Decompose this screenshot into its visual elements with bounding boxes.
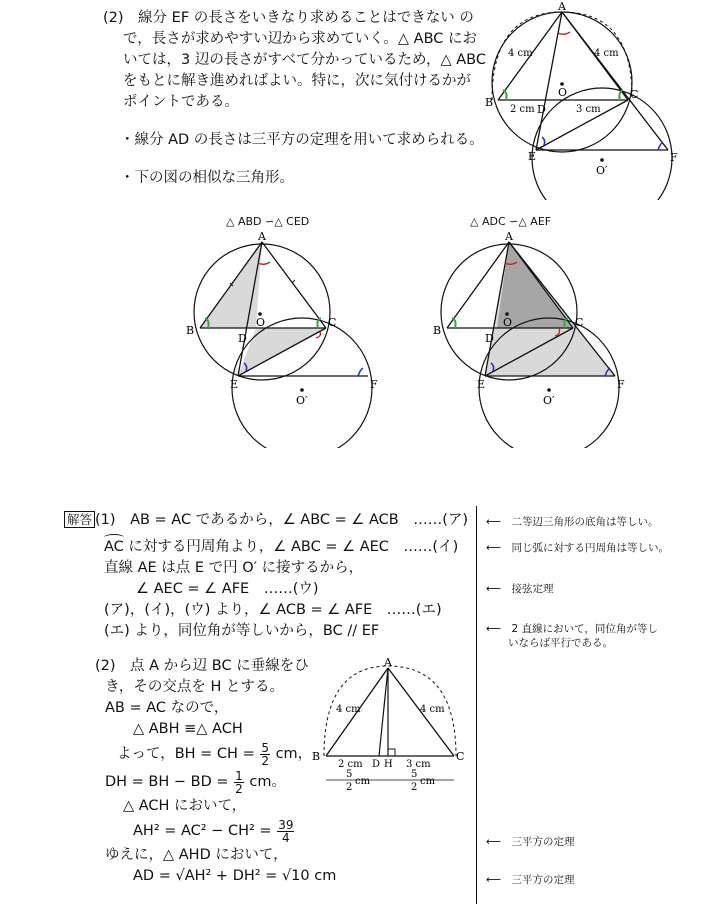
arc-ac: AC bbox=[104, 539, 124, 555]
answer-line-6: (エ) より，同位角が等しいから，BC // EF bbox=[104, 623, 380, 639]
bottom-length-bd: 2 cm bbox=[338, 759, 363, 770]
circle-o-prime bbox=[532, 88, 672, 200]
svg-text:B: B bbox=[433, 324, 442, 337]
intro-line-5: ポイントである。 bbox=[123, 94, 239, 110]
top-length-bd: 2 cm bbox=[510, 104, 535, 115]
top-label-a: A bbox=[558, 0, 566, 13]
intro-line-3: いては，3 辺の長さがすべて分かっているため，△ ABC bbox=[123, 52, 486, 68]
top-figure bbox=[480, 0, 727, 200]
bottom-bh-den: 2 bbox=[346, 782, 353, 793]
intro-bullet-2: ・下の図の相似な三角形。 bbox=[120, 170, 294, 186]
bottom-hc-unit: cm bbox=[420, 776, 436, 787]
note-3: ⟵ 接弦定理 bbox=[486, 583, 554, 595]
top-label-f: F bbox=[670, 151, 678, 164]
answer-p2-number: (2) bbox=[95, 658, 116, 674]
bottom-label-a: A bbox=[384, 658, 392, 669]
intro-line-1: 線分 EF の長さをいきなり求めることはできない の bbox=[138, 10, 474, 26]
svg-text:A: A bbox=[258, 230, 266, 243]
note-6: ⟵ 三平方の定理 bbox=[486, 874, 575, 886]
circle-o bbox=[492, 12, 632, 152]
note-1: ⟵ 二等辺三角形の底角は等しい。 bbox=[486, 516, 659, 528]
bottom-length-dc: 3 cm bbox=[406, 759, 431, 770]
svg-text:O′: O′ bbox=[543, 394, 555, 407]
answer-m1: 点 A から辺 BC に垂線をひ bbox=[130, 658, 309, 674]
fraction-dh: $\frac{1}{2}$ bbox=[235, 768, 243, 796]
fig-left bbox=[180, 228, 390, 448]
answer-line-5: (ア)，(イ)，(ウ) より，∠ ACB = ∠ AFE ……(エ) bbox=[104, 602, 442, 618]
answer-badge: 解答 bbox=[64, 511, 95, 528]
answer-m5a: よって，BH = CH = bbox=[117, 746, 260, 762]
note-4b: いならば平行である。 bbox=[508, 637, 613, 649]
notes-divider bbox=[476, 506, 477, 904]
answer-m8a: AH² = AC² − CH² = bbox=[133, 823, 277, 839]
fig-left-caption: △ ABD ∽△ CED bbox=[226, 215, 310, 228]
svg-text:C: C bbox=[575, 316, 584, 329]
answer-line-1: AB = AC であるから，∠ ABC = ∠ ACB ……(ア) bbox=[130, 512, 469, 528]
answer-m6b: cm。 bbox=[244, 774, 286, 790]
bottom-bh-unit: cm bbox=[355, 776, 371, 787]
bottom-label-c: C bbox=[456, 750, 465, 763]
bottom-hc-num: 5 bbox=[411, 769, 418, 780]
note-5: ⟵ 三平方の定理 bbox=[486, 836, 575, 848]
svg-text:D: D bbox=[238, 332, 247, 345]
fig-right bbox=[427, 228, 637, 448]
answer-m2: き，その交点を H とする。 bbox=[105, 679, 285, 695]
top-label-c: C bbox=[630, 88, 639, 101]
svg-text:F: F bbox=[370, 378, 378, 391]
answer-m7: △ ACH において， bbox=[123, 798, 247, 814]
intro-line-4: をもとに解き進めればよい。特に，次に気付けるかが bbox=[123, 73, 471, 89]
answer-m9: ゆえに，△ AHD において， bbox=[105, 847, 288, 863]
svg-text:O′: O′ bbox=[296, 394, 308, 407]
note-4a: ⟵ 2 直線において，同位角が等し bbox=[486, 623, 658, 635]
intro-number: (2) bbox=[103, 10, 124, 26]
svg-text:F: F bbox=[617, 378, 625, 391]
fig-right-caption: △ ADC ∽△ AEF bbox=[470, 215, 552, 228]
svg-text:E: E bbox=[230, 378, 239, 391]
intro-text bbox=[103, 8, 486, 113]
top-length-ab: 4 cm bbox=[508, 48, 533, 59]
bottom-label-h: H bbox=[384, 759, 393, 770]
intro-line-2: で，長さが求めやすい辺から求めていく。△ ABC にお bbox=[123, 31, 478, 47]
svg-text:O: O bbox=[503, 316, 513, 329]
bottom-label-b: B bbox=[312, 750, 321, 763]
svg-text:C: C bbox=[328, 316, 337, 329]
answer-m4: △ ABH ≡△ ACH bbox=[133, 721, 243, 737]
fraction-ah2: $\frac{39}{4}$ bbox=[278, 817, 294, 845]
answer-part-2 bbox=[95, 656, 336, 887]
top-label-e: E bbox=[528, 150, 537, 163]
top-length-ac: 4 cm bbox=[594, 48, 619, 59]
svg-text:O: O bbox=[256, 316, 266, 329]
answer-line-2: に対する円周角より，∠ ABC = ∠ AEC ……(イ) bbox=[123, 539, 459, 555]
top-label-o-prime: O′ bbox=[596, 164, 608, 177]
top-label-b: B bbox=[485, 96, 494, 109]
intro-bullet-1: ・線分 AD の長さは三平方の定理を用いて求められる。 bbox=[120, 132, 484, 148]
bottom-figure bbox=[308, 658, 470, 798]
bottom-hc-den: 2 bbox=[411, 782, 418, 793]
note-2: ⟵ 同じ弧に対する円周角は等しい。 bbox=[486, 542, 670, 554]
svg-text:B: B bbox=[186, 324, 195, 337]
svg-text:A: A bbox=[505, 230, 513, 243]
svg-text:D: D bbox=[485, 332, 494, 345]
answer-line-3: 直線 AE は点 E で円 O′ に接するから， bbox=[104, 560, 364, 576]
svg-text:E: E bbox=[477, 378, 486, 391]
bottom-bh-num: 5 bbox=[346, 769, 353, 780]
top-length-dc: 3 cm bbox=[576, 104, 601, 115]
answer-p1-number: (1) bbox=[95, 512, 116, 528]
bottom-length-ab: 4 cm bbox=[336, 704, 361, 715]
bottom-length-ac: 4 cm bbox=[420, 704, 445, 715]
answer-m10: AD = √AH² + DH² = √10 cm bbox=[133, 868, 337, 884]
bottom-label-d: D bbox=[372, 759, 381, 770]
top-label-o: O bbox=[558, 86, 568, 99]
fraction-bh: $\frac{5}{2}$ bbox=[261, 740, 269, 768]
answer-m5b: cm， bbox=[270, 746, 313, 762]
answer-line-4: ∠ AEC = ∠ AFE ……(ウ) bbox=[136, 581, 319, 597]
answer-m3: AB = AC なので， bbox=[105, 700, 229, 716]
answer-part-1 bbox=[64, 510, 468, 642]
top-label-d: D bbox=[537, 103, 546, 116]
answer-m6a: DH = BH − BD = bbox=[105, 774, 234, 790]
